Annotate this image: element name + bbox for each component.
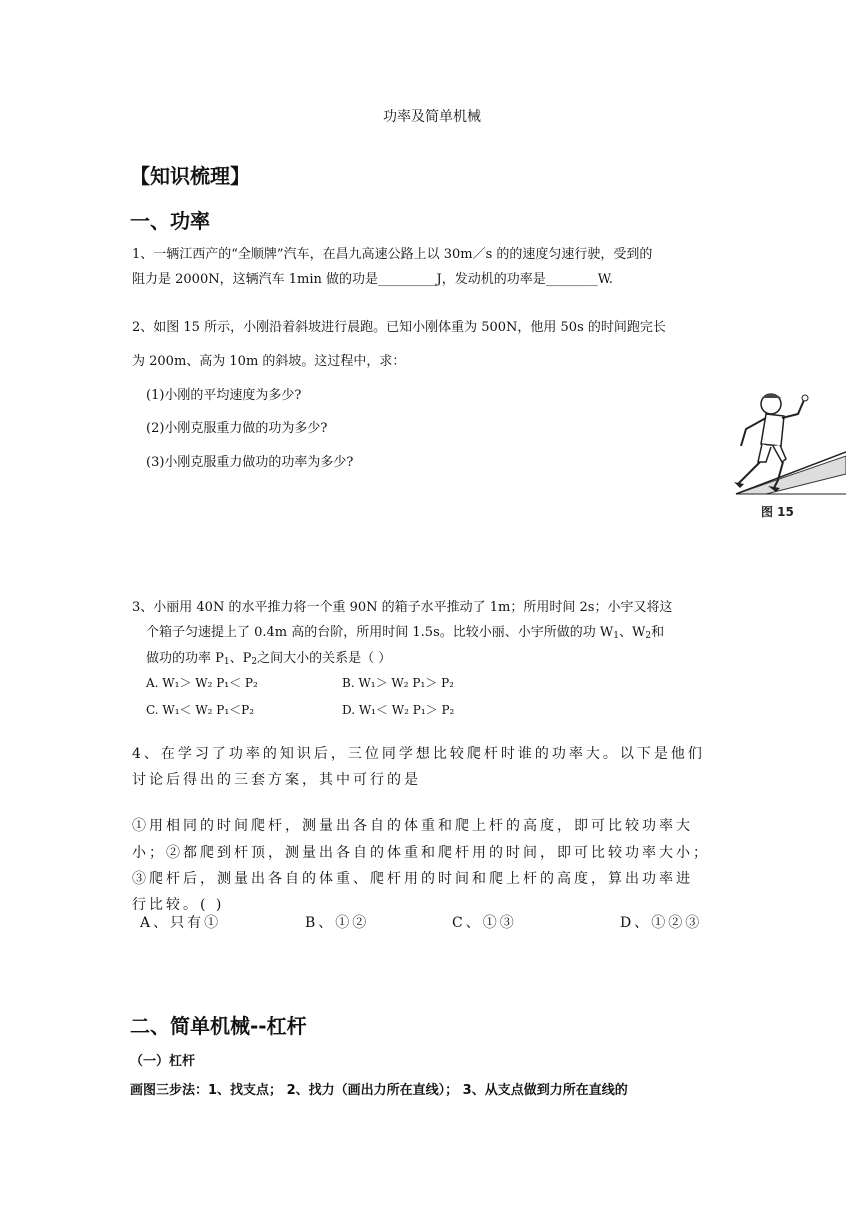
- doc-title: 功率及简单机械: [383, 109, 481, 125]
- q1-line1: 1、一辆江西产的“全顺牌”汽车，在昌九高速公路上以 30m／s 的的速度匀速行驶，受到的: [132, 247, 653, 262]
- q2-sub2: (2)小刚克服重力做的功为多少?: [146, 421, 328, 436]
- q3-option-c: C. W₁＜ W₂ P₁＜P₂: [146, 703, 255, 717]
- q4-line2: 讨论后得出的三套方案，其中可行的是: [132, 772, 421, 788]
- q2-sub3: (3)小刚克服重力做功的功率为多少?: [146, 455, 354, 470]
- q4-line1: 4、在学习了功率的知识后，三位同学想比较爬杆时谁的功率大。以下是他们: [132, 746, 705, 762]
- q3-line3a: 做功的功率 P: [146, 651, 224, 666]
- p2-sub: 2: [251, 657, 258, 667]
- q4-plan4: 行比较。( ): [132, 897, 225, 913]
- figure-caption: 图 15: [761, 505, 794, 519]
- q3-option-d: D. W₁＜ W₂ P₁＞ P₂: [342, 703, 455, 717]
- q4-option-b: B、①②: [305, 915, 370, 931]
- q4-plan3: ③爬杆后，测量出各自的体重、爬杆用的时间和爬上杆的高度，算出功率进: [132, 871, 693, 887]
- q3-line2: [146, 621, 664, 641]
- figure-runner-slope: [726, 384, 846, 524]
- q3-option-b: B. W₁＞ W₂ P₁＞ P₂: [342, 676, 454, 690]
- section-lever-heading: 二、简单机械--杠杆: [130, 1014, 307, 1038]
- q2-line2: 为 200m、高为 10m 的斜坡。这过程中，求：: [132, 354, 406, 369]
- q4-option-d: D、①②③: [620, 915, 703, 931]
- w2-sub: 2: [645, 631, 652, 641]
- q4-option-a: A、只有①: [140, 915, 222, 931]
- p1-sub: 1: [223, 657, 230, 667]
- q3-line3b: 、P: [229, 651, 252, 666]
- q2-sub1: (1)小刚的平均速度为多少?: [146, 388, 302, 403]
- q4-option-c: C、①③: [452, 915, 517, 931]
- q3-line1: 3、小丽用 40N 的水平推力将一个重 90N 的箱子水平推动了 1m；所用时间 2s；小宇又将这: [132, 600, 673, 615]
- q4-plan2: 小；②都爬到杆顶，测量出各自的体重和爬杆用的时间，即可比较功率大小；: [132, 845, 710, 861]
- q3-option-a: A. W₁＞ W₂ P₁＜ P₂: [146, 676, 258, 690]
- section-knowledge-heading: 【知识梳理】: [130, 164, 250, 188]
- q3-line2-text: 个箱子匀速提上了 0.4m 高的台阶，所用时间 1.5s。比较小丽、小宇所做的功 W: [146, 625, 614, 640]
- w1-sub: 1: [613, 631, 619, 641]
- q2-line1: 2、如图 15 所示，小刚沿着斜坡进行晨跑。已知小刚体重为 500N，他用 50s 的时间跑完长: [132, 320, 666, 335]
- q3-line2b: 、W: [618, 625, 646, 640]
- drawing-steps: 画图三步法：1、找支点； 2、找力（画出力所在直线）； 3、从支点做到力所在直线的: [130, 1083, 628, 1098]
- q1-line2: 阻力是 2000N，这辆汽车 1min 做的功是_________J，发动机的功率是________W.: [132, 272, 613, 287]
- runner-on-slope-illustration: [726, 384, 846, 524]
- q3-line2c: 和: [651, 625, 665, 640]
- q3-line3c: 之间大小的关系是（ ）: [257, 651, 392, 666]
- q3-line3: [146, 647, 391, 667]
- section-power-heading: 一、功率: [130, 209, 210, 233]
- lever-subheading: （一）杠杆: [130, 1054, 196, 1069]
- q4-plan1: ①用相同的时间爬杆，测量出各自的体重和爬上杆的高度，即可比较功率大: [132, 818, 693, 834]
